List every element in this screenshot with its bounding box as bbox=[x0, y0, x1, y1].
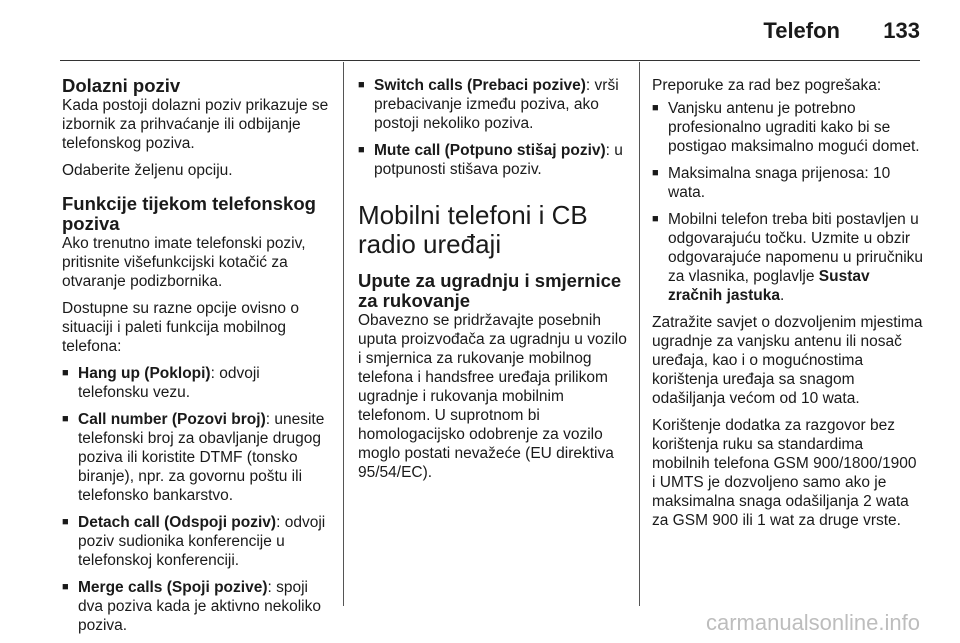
watermark: carmanualsonline.info bbox=[705, 610, 920, 635]
section-heading-incoming-call: Dolazni poziv bbox=[62, 75, 181, 96]
list-item bbox=[62, 578, 330, 635]
list-item bbox=[62, 364, 330, 402]
list-item-term: Hang up (Poklopi) bbox=[78, 365, 211, 382]
column-divider-2 bbox=[639, 62, 640, 606]
paragraph: Odaberite željenu opciju. bbox=[62, 162, 233, 179]
list-item bbox=[62, 410, 330, 505]
page-header bbox=[0, 0, 960, 62]
list-item-term: Mute call (Potpuno stišaj poziv) bbox=[374, 142, 606, 159]
list-item: ■ Maksimalna snaga prijenosa: 10 wata. bbox=[652, 164, 924, 202]
list-item-desc: : vrši prebacivanje između poziva, ako postoji nekoliko poziva. bbox=[374, 77, 619, 132]
list-item-desc: : u potpunosti stišava poziv. bbox=[374, 142, 623, 178]
list-item bbox=[358, 141, 630, 179]
header-title: Telefon bbox=[763, 18, 840, 43]
page-number: 133 bbox=[883, 18, 920, 43]
paragraph: Preporuke za rad bez pogrešaka: bbox=[652, 77, 882, 94]
section-heading-installation: Upute za ugradnju i smjernice za rukovanje bbox=[358, 270, 622, 311]
list-item-term: Call number (Pozovi broj) bbox=[78, 411, 266, 428]
column-2 bbox=[358, 76, 630, 490]
list-item bbox=[62, 513, 330, 570]
list-item-term: Detach call (Odspoji poziv) bbox=[78, 514, 277, 531]
list-item bbox=[358, 76, 630, 133]
paragraph: Obavezno se pridržavajte posebnih uputa proizvođača za ugradnju u vozilo i smjernica za rukovanje mobilnog telefona i handsfree uređaja prilikom ugradnje i rukovanja mobilnim telefonom. U suprotnom bi homologacijsko odobrenje za vozilo moglo postati nevažeće (EU direktiva 95/54/EC). bbox=[358, 312, 627, 481]
header-divider bbox=[60, 60, 920, 61]
list-item-text: Mobilni telefon treba biti postavljen u odgovarajuću točku. Uzmite u obzir odgovarajuće napomenu u priručniku za vlasnika, poglavlje bbox=[668, 211, 924, 285]
list-item-text-end: . bbox=[780, 287, 785, 304]
bullet-list bbox=[62, 364, 330, 635]
column-1 bbox=[62, 76, 330, 643]
list-item: ■ Vanjsku antenu je potrebno profesionalno ugraditi kako bi se postigao maksimalno mogući domet. bbox=[652, 99, 924, 156]
column-divider-1 bbox=[343, 62, 344, 606]
paragraph: Ako trenutno imate telefonski poziv, pritisnite višefunkcijski kotačić za otvaranje podizbornika. bbox=[62, 235, 306, 290]
bullet-list bbox=[652, 99, 924, 305]
bullet-list bbox=[358, 76, 630, 179]
chapter-heading-mobile-phones: Mobilni telefoni i CB radio uređaji bbox=[358, 200, 588, 259]
cross-reference-link[interactable]: Sustav zračnih jastuka bbox=[668, 268, 870, 304]
paragraph: Dostupne su razne opcije ovisno o situaciji i paleti funkcija mobilnog telefona: bbox=[62, 300, 299, 355]
paragraph: Kada postoji dolazni poziv prikazuje se izbornik za prihvaćanje ili odbijanje telefonskog poziva. bbox=[62, 97, 329, 152]
column-3 bbox=[652, 76, 924, 538]
list-item-term: Merge calls (Spoji pozive) bbox=[78, 579, 268, 596]
list-item-desc: : odvoji poziv sudionika konferencije u telefonskoj konferenciji. bbox=[78, 514, 326, 569]
list-item-desc: : spoji dva poziva kada je aktivno nekoliko poziva. bbox=[78, 579, 321, 634]
paragraph: Zatražite savjet o dozvoljenim mjestima ugradnje za vanjsku antenu ili nosač uređaja, kao i o mogućnostima korištenja uređaja sa snagom odašiljanja većom od 10 wata. bbox=[652, 314, 923, 407]
list-item-desc: : odvoji telefonsku vezu. bbox=[78, 365, 260, 401]
list-item bbox=[652, 210, 924, 305]
section-heading-call-functions: Funkcije tijekom telefonskog poziva bbox=[62, 193, 316, 234]
paragraph: Korištenje dodatka za razgovor bez korištenja ruku sa standardima mobilnih telefona GSM 900/1800/1900 i UMTS je dozvoljeno samo ako je maksimalna snaga odašiljanja 2 wata za GSM 900 ili 1 wat za druge vrste. bbox=[652, 417, 917, 529]
list-item-desc: : unesite telefonski broj za obavljanje drugog poziva ili koristite DTMF (tonsko biranje), npr. za govornu poštu ili telefonsko bankarstvo. bbox=[78, 411, 325, 504]
list-item-term: Switch calls (Prebaci pozive) bbox=[374, 77, 586, 94]
